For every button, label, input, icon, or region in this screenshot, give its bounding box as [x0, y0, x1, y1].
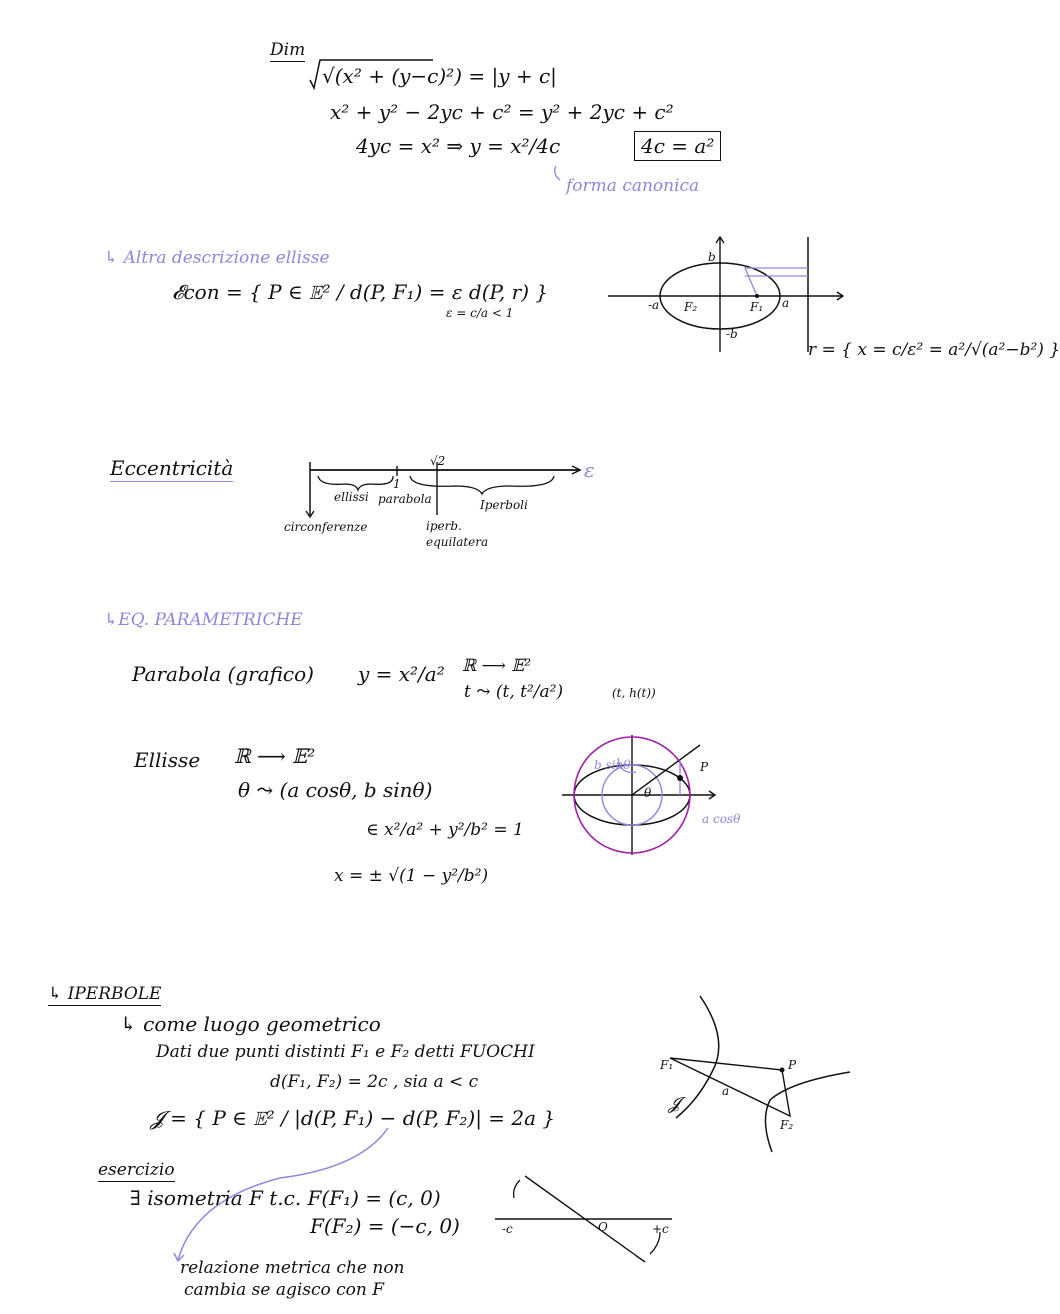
- one-label: 1: [393, 477, 401, 491]
- parametric-heading: ↳EQ. PARAMETRICHE: [104, 610, 303, 630]
- iperbole-line-1: Dati due punti distinti F₁ e F₂ detti FUOCHI: [156, 1042, 535, 1062]
- canonical-arrow: [555, 166, 560, 180]
- label-hyp-j: 𝓙: [668, 1094, 680, 1114]
- label-minus-c: -c: [502, 1222, 513, 1236]
- label-plus-c: +c: [652, 1222, 669, 1236]
- ellipse-note: ↳ Altra descrizione ellisse: [104, 248, 330, 268]
- label-a: a: [782, 296, 790, 310]
- label-p: P: [700, 760, 709, 774]
- ellipse-formula: 𝓔con = { P ∈ 𝔼² / d(P, F₁) = ε d(P, r) }: [172, 280, 549, 304]
- iperbole-subheading: ↳ come luogo geometrico: [120, 1012, 381, 1036]
- directrix-formula: r = { x = c/ε² = a²/√(a²−b²) }: [808, 340, 1060, 360]
- hyperbola-right-branch: [765, 1072, 850, 1152]
- parametric-ellipse-graph: [562, 735, 715, 855]
- focus-dot: [755, 294, 759, 298]
- ellisse-equation: ∈ x²/a² + y²/b² = 1: [366, 820, 524, 840]
- parabola-param: t ⤳ (t, t²/a²): [464, 682, 564, 702]
- esercizio-title: esercizio: [98, 1160, 175, 1180]
- ellisse-map: ℝ ⟶ 𝔼²: [234, 744, 316, 768]
- esercizio-line-2: F(F₂) = (−c, 0): [310, 1214, 460, 1238]
- iperbole-line-2: d(F₁, F₂) = 2c , sia a < c: [270, 1072, 479, 1092]
- label-minus-a: -a: [648, 298, 660, 312]
- label-hyp-a: a: [722, 1084, 730, 1098]
- dim-heading: Dim: [270, 40, 306, 60]
- ellisse-label: Ellisse: [134, 748, 201, 772]
- circonferenze-label: circonferenze: [284, 520, 368, 534]
- proof-line-1: √(x² + (y−c)²) = |y + c|: [322, 64, 557, 88]
- esercizio-note-1: relazione metrica che non: [180, 1258, 405, 1278]
- label-hyp-f2: F₂: [780, 1118, 794, 1132]
- focus-distance-sketch: [745, 268, 808, 296]
- eccentricity-symbol: ε: [584, 458, 595, 482]
- eccentricity-title: Eccentricità: [110, 456, 234, 480]
- label-minus-b: -b: [726, 327, 738, 341]
- sqrt2-label: √2: [430, 454, 446, 468]
- esercizio-note-2: cambia se agisco con F: [184, 1280, 385, 1300]
- boxed-relation: 4c = a²: [634, 131, 721, 161]
- parabola-label: parabola: [378, 492, 432, 506]
- exercise-sketch: [495, 1176, 672, 1262]
- iperbole-heading: ↳ IPERBOLE: [48, 984, 162, 1004]
- label-f1: F₁: [750, 300, 764, 314]
- ellisse-param: θ ⤳ (a cosθ, b sinθ): [238, 778, 433, 802]
- parabola-map: ℝ ⟶ 𝔼²: [462, 656, 532, 676]
- label-origin: O: [598, 1220, 608, 1234]
- parabola-equation: y = x²/a²: [358, 662, 445, 686]
- label-theta: θ: [644, 786, 652, 800]
- hyperbola-left-branch: [676, 996, 719, 1118]
- ellissi-label: ellissi: [334, 490, 369, 504]
- iperboli-label: Iperboli: [480, 498, 528, 512]
- parabola-tuple: (t, h(t)): [612, 686, 656, 700]
- iperbole-equilatera-label: iperb. equilatera: [426, 519, 489, 549]
- label-hyp-p: P: [788, 1058, 797, 1072]
- label-b: b: [708, 250, 716, 264]
- proof-line-3: 4yc = x² ⇒ y = x²/4c: [356, 134, 561, 158]
- label-f2: F₂: [684, 300, 698, 314]
- esercizio-line-1: ∃ isometria F t.c. F(F₁) = (c, 0): [130, 1186, 441, 1210]
- ellissi-brace: [318, 476, 393, 490]
- proof-line-2: x² + y² − 2yc + c² = y² + 2yc + c²: [330, 100, 674, 124]
- label-a-cos: a cosθ: [702, 812, 741, 826]
- iperbole-formula: 𝓙 = { P ∈ 𝔼² / |d(P, F₁) − d(P, F₂)| = 2a }: [150, 1106, 556, 1130]
- label-b-sin: b sinθ: [594, 758, 631, 772]
- hyperbola-sketch: [670, 996, 850, 1152]
- canonical-form-note: forma canonica: [566, 176, 700, 196]
- ellipse-eccentricity-sub: ε = c/a < 1: [446, 306, 514, 320]
- ellisse-x-solution: x = ± √(1 − y²/b²): [334, 866, 489, 886]
- parabola-graph-label: Parabola (grafico): [132, 662, 314, 686]
- label-hyp-f1: F₁: [660, 1058, 674, 1072]
